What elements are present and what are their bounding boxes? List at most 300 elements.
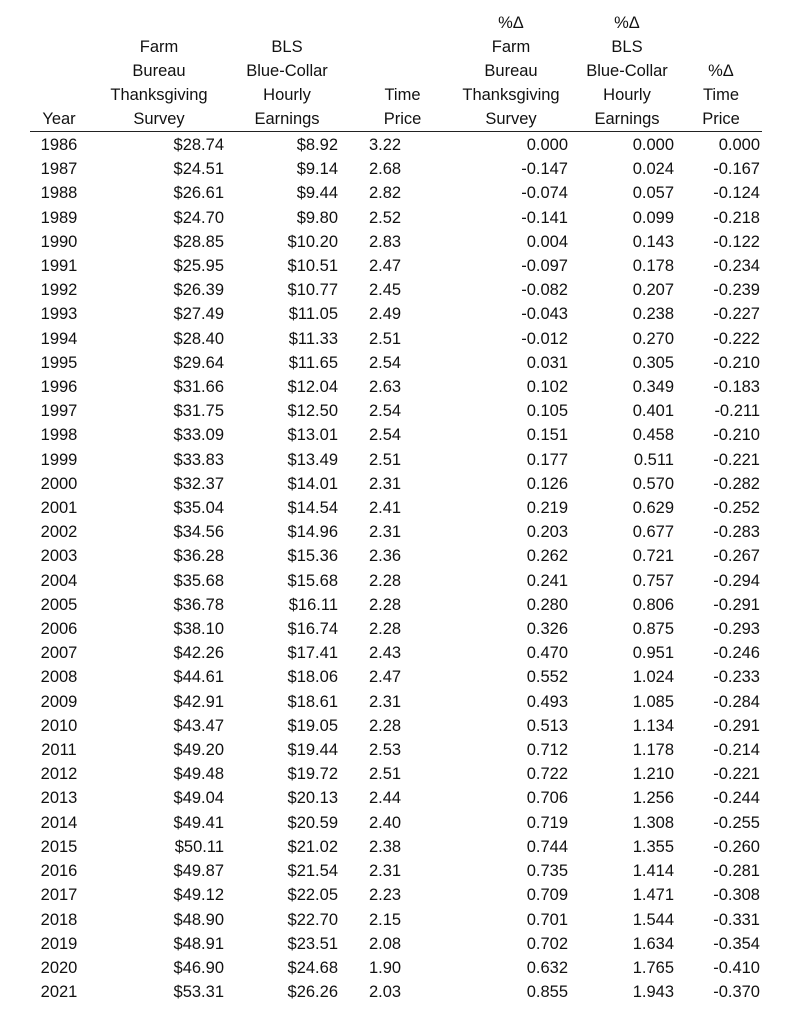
table-row [30,181,461,205]
table-row [30,593,461,617]
time-price-cell: 2.31 [369,523,402,542]
pct-time-cell: -0.293 [713,620,760,639]
pct-time-cell: -0.331 [713,910,760,929]
pct-bls-cell: 1.355 [632,837,674,856]
table-row [448,690,762,714]
pct-time-cell: -0.281 [713,862,760,881]
table-row [30,641,461,665]
time-price-cell: 2.63 [369,378,402,397]
pct-time-cell: -0.227 [713,305,760,324]
farm-price-cell: $26.61 [173,184,224,203]
table-row [448,544,762,568]
time-price-cell: 2.28 [369,571,402,590]
time-price-cell: 2.51 [369,450,402,469]
table-row [448,835,762,859]
time-price-cell: 2.41 [369,499,402,518]
pct-bls-cell: 0.178 [632,257,674,276]
pct-bls-cell: 1.024 [632,668,674,687]
year-cell: 1993 [40,305,78,324]
pct-bls-cell: 0.270 [632,329,674,348]
header-cell [680,11,762,35]
bls-earnings-cell: $14.54 [287,499,338,518]
farm-price-cell: $49.48 [173,765,224,784]
table-row [448,520,762,544]
time-price-cell: 2.51 [369,329,402,348]
pct-farm-cell: 0.706 [526,789,568,808]
table-row [30,980,461,1004]
year-cell: 1989 [40,208,78,227]
farm-price-cell: $44.61 [173,668,224,687]
pct-bls-cell: 0.305 [632,353,674,372]
time-price-cell: 2.31 [369,862,402,881]
header-time-line-2: Price [344,107,461,132]
bls-earnings-cell: $19.72 [287,765,338,784]
pct-farm-cell: 0.000 [526,136,568,154]
pct-bls-cell: 0.570 [632,474,674,493]
pct-bls-cell: 0.057 [632,184,674,203]
farm-price-cell: $36.28 [173,547,224,566]
header-pct-farm-line-2: Farm [491,38,531,56]
time-price-cell: 2.54 [369,426,402,445]
time-price-cell: 2.53 [369,741,402,760]
header-cell [344,59,461,83]
time-price-cell: 2.52 [369,208,402,227]
table-row [30,448,461,472]
table-row [30,738,461,762]
pct-time-cell: -0.308 [713,886,760,905]
pct-farm-cell: 0.126 [526,474,568,493]
time-price-cell: 2.47 [369,668,402,687]
bls-earnings-cell: $22.70 [287,910,338,929]
year-cell: 2005 [40,595,78,614]
header-pct-farm-line-4: Thanksgiving [462,86,560,104]
pct-farm-cell: 0.004 [526,232,568,251]
table-row [448,423,762,447]
bls-earnings-cell: $10.77 [287,281,338,300]
pct-bls-cell: 0.143 [632,232,674,251]
table-row [448,230,762,254]
pct-farm-cell: -0.012 [521,329,568,348]
table-row [448,569,762,593]
header-pct-time-line-3: Price [680,107,762,132]
table-row [448,351,762,375]
year-cell: 2000 [40,474,78,493]
bls-earnings-cell: $11.33 [288,329,338,348]
pct-bls-cell: 0.099 [632,208,674,227]
bls-earnings-cell: $24.68 [287,958,338,977]
year-cell: 2001 [40,499,78,518]
year-cell: 2015 [40,837,78,856]
farm-price-cell: $48.90 [173,910,224,929]
pct-bls-cell: 0.024 [632,160,674,179]
header-pct-farm-line-1: %Δ [498,14,524,32]
table-row [448,956,762,980]
year-cell: 1991 [40,257,78,276]
table-row [30,956,461,980]
pct-farm-cell: -0.043 [521,305,568,324]
table-row [30,230,461,254]
year-cell: 1996 [40,378,78,397]
table-row [30,206,461,230]
year-cell: 1998 [40,426,78,445]
table-row [448,157,762,181]
header-farm-line-3: Thanksgiving [110,86,208,104]
bls-earnings-cell: $21.02 [287,837,338,856]
table-row [30,157,461,181]
pct-bls-cell: 0.629 [632,499,674,518]
pct-time-cell: -0.282 [713,474,760,493]
table-row [448,181,762,205]
farm-price-cell: $31.66 [173,378,224,397]
pct-farm-cell: 0.735 [526,862,568,881]
pct-farm-cell: 0.219 [526,499,568,518]
pct-time-cell: -0.246 [713,644,760,663]
bls-earnings-cell: $16.74 [287,620,338,639]
bls-earnings-cell: $14.01 [287,474,338,493]
pct-bls-cell: 0.511 [633,450,674,469]
farm-price-cell: $42.26 [173,644,224,663]
pct-time-cell: -0.124 [713,184,760,203]
table-row [30,496,461,520]
farm-price-cell: $53.31 [173,983,224,1002]
pct-farm-cell: 0.709 [526,886,568,905]
year-cell: 2008 [40,668,78,687]
header-pct-bls-line-5: Earnings [574,107,680,132]
pct-time-cell: -0.370 [713,983,760,1002]
time-price-cell: 2.31 [369,474,402,493]
table-row [448,617,762,641]
table-row [30,351,461,375]
pct-bls-cell: 0.000 [632,136,674,154]
farm-price-cell: $25.95 [173,257,224,276]
farm-price-cell: $34.56 [173,523,224,542]
year-cell: 2010 [40,716,78,735]
price-table-body [30,132,461,1005]
pct-bls-cell: 1.134 [632,716,674,735]
bls-earnings-cell: $16.11 [288,595,338,614]
farm-price-cell: $31.75 [173,402,224,421]
pct-farm-cell: 0.470 [526,644,568,663]
farm-price-cell: $49.87 [173,862,224,881]
time-price-cell: 2.23 [369,886,402,905]
pct-time-cell: -0.294 [713,571,760,590]
pct-time-cell: -0.122 [713,232,760,251]
time-price-cell: 2.45 [369,281,402,300]
bls-earnings-cell: $21.54 [287,862,338,881]
year-cell: 2012 [40,765,78,784]
year-cell: 1994 [40,329,78,348]
year-cell: 2004 [40,571,78,590]
bls-earnings-cell: $20.59 [287,813,338,832]
table-row [448,593,762,617]
pct-farm-cell: 0.719 [526,813,568,832]
year-cell: 2018 [40,910,78,929]
pct-farm-cell: 0.102 [526,378,568,397]
table-row [448,472,762,496]
header-cell [680,35,762,59]
time-price-cell: 2.54 [369,353,402,372]
time-price-cell: 1.90 [369,958,402,977]
year-cell: 2016 [40,862,78,881]
header-bls-line-3: Hourly [263,86,311,104]
table-row [30,132,461,158]
farm-price-cell: $33.09 [173,426,224,445]
year-cell: 2021 [40,983,78,1002]
table-row [448,496,762,520]
farm-price-cell: $48.91 [173,934,224,953]
table-row [30,472,461,496]
table-row [448,908,762,932]
year-cell: 2002 [40,523,78,542]
year-cell: 1997 [40,402,78,421]
bls-earnings-cell: $19.44 [287,741,338,760]
table-row [448,641,762,665]
pct-bls-cell: 0.875 [632,620,674,639]
pct-bls-cell: 1.765 [632,958,674,977]
pct-time-cell: -0.291 [713,716,760,735]
table-row [448,302,762,326]
bls-earnings-cell: $9.14 [296,160,338,179]
table-row [30,932,461,956]
pct-bls-cell: 0.207 [632,281,674,300]
pct-time-cell: -0.221 [713,765,760,784]
farm-price-cell: $49.41 [173,813,224,832]
table-row [30,569,461,593]
bls-earnings-cell: $22.05 [287,886,338,905]
table-row [448,762,762,786]
pct-time-cell: -0.239 [713,281,760,300]
farm-price-cell: $36.78 [173,595,224,614]
pct-farm-cell: 0.722 [526,765,568,784]
farm-price-cell: $38.10 [173,620,224,639]
header-year: Year [30,107,88,132]
pct-time-cell: -0.267 [713,547,760,566]
table-row [30,908,461,932]
header-pct-bls-line-3: Blue-Collar [586,62,668,80]
pct-bls-cell: 0.238 [632,305,674,324]
pct-bls-cell: 1.471 [632,886,674,905]
time-price-cell: 2.51 [369,765,402,784]
pct-time-cell: -0.210 [713,426,760,445]
time-price-cell: 2.82 [369,184,402,203]
farm-price-cell: $28.85 [173,232,224,251]
farm-price-cell: $28.40 [173,329,224,348]
farm-price-cell: $24.51 [173,160,224,179]
bls-earnings-cell: $20.13 [287,789,338,808]
pct-farm-cell: 0.326 [526,620,568,639]
table-row [30,520,461,544]
table-row [448,665,762,689]
pct-farm-cell: 0.712 [526,741,568,760]
pct-farm-cell: 0.701 [526,910,568,929]
header-pct-bls-line-1: %Δ [614,14,640,32]
table-row [448,932,762,956]
table-row [30,665,461,689]
pct-time-cell: -0.218 [713,208,760,227]
header-bls-line-1: BLS [271,38,303,56]
bls-earnings-cell: $18.06 [287,668,338,687]
year-cell: 1999 [40,450,78,469]
time-price-cell: 2.54 [369,402,402,421]
table-row [30,617,461,641]
table-row [448,883,762,907]
header-cell [30,35,88,59]
pct-bls-cell: 1.210 [632,765,674,784]
bls-earnings-cell: $10.20 [287,232,338,251]
time-price-cell: 2.43 [369,644,402,663]
pct-farm-cell: 0.855 [526,983,568,1002]
farm-price-cell: $50.11 [174,837,224,856]
farm-price-cell: $43.47 [173,716,224,735]
pct-time-cell: -0.234 [713,257,760,276]
table-row [30,786,461,810]
pct-bls-cell: 0.458 [632,426,674,445]
pct-bls-cell: 1.308 [632,813,674,832]
header-bls-line-2: Blue-Collar [246,62,328,80]
year-cell: 2017 [40,886,78,905]
header-pct-bls-line-2: BLS [611,38,643,56]
year-cell: 1988 [40,184,78,203]
header-pct-bls-line-4: Hourly [603,86,651,104]
header-cell [344,35,461,59]
table-row [448,859,762,883]
pct-farm-cell: 0.702 [526,934,568,953]
year-cell: 1992 [40,281,78,300]
year-cell: 1987 [40,160,78,179]
farm-price-cell: $46.90 [173,958,224,977]
header-bls-line-4: Earnings [230,107,344,132]
pct-farm-cell: 0.262 [526,547,568,566]
pct-bls-cell: 0.721 [632,547,674,566]
table-row [30,811,461,835]
header-farm-line-1: Farm [139,38,179,56]
pct-time-cell: -0.222 [713,329,760,348]
time-price-cell: 2.36 [369,547,402,566]
pct-bls-cell: 1.414 [632,862,674,881]
header-pct-time-line-1: %Δ [708,62,734,80]
pct-bls-cell: 0.349 [632,378,674,397]
pct-bls-cell: 0.677 [632,523,674,542]
header-pct-farm-line-3: Bureau [484,62,538,80]
pct-time-cell: -0.260 [713,837,760,856]
pct-farm-cell: -0.097 [521,257,568,276]
pct-farm-cell: 0.632 [526,958,568,977]
year-cell: 2014 [40,813,78,832]
year-cell: 2011 [41,741,77,760]
pct-time-cell: -0.284 [713,692,760,711]
pct-farm-cell: -0.082 [521,281,568,300]
bls-earnings-cell: $26.26 [287,983,338,1002]
percent-table-body [448,132,762,1005]
header-farm-line-4: Survey [88,107,230,132]
time-price-cell: 2.08 [369,934,402,953]
pct-farm-cell: -0.147 [521,160,568,179]
table-row [448,278,762,302]
pct-farm-cell: 0.105 [526,402,568,421]
bls-earnings-cell: $9.80 [296,208,338,227]
pct-time-cell: -0.291 [713,595,760,614]
pct-bls-cell: 0.806 [632,595,674,614]
pct-farm-cell: -0.074 [521,184,568,203]
pct-bls-cell: 0.757 [632,571,674,590]
farm-price-cell: $26.39 [173,281,224,300]
pct-time-cell: -0.221 [713,450,760,469]
year-cell: 2006 [40,620,78,639]
table-row [448,786,762,810]
table-row [30,302,461,326]
year-cell: 1986 [40,136,78,154]
pct-time-cell: -0.244 [713,789,760,808]
pct-farm-cell: 0.241 [526,571,568,590]
year-cell: 2003 [40,547,78,566]
table-row [448,399,762,423]
farm-price-cell: $24.70 [173,208,224,227]
pct-time-cell: -0.214 [713,741,760,760]
table-row [448,375,762,399]
pct-farm-cell: -0.141 [521,208,568,227]
pct-bls-cell: 1.544 [632,910,674,929]
table-row [30,254,461,278]
bls-earnings-cell: $13.49 [287,450,338,469]
pct-farm-cell: 0.177 [526,450,568,469]
bls-earnings-cell: $19.05 [287,716,338,735]
bls-earnings-cell: $23.51 [287,934,338,953]
time-price-cell: 2.28 [369,595,402,614]
year-cell: 1995 [40,353,78,372]
farm-price-cell: $49.12 [173,886,224,905]
table-row [448,738,762,762]
table-row [30,859,461,883]
table-row [448,811,762,835]
bls-earnings-cell: $10.51 [287,257,338,276]
table-row [30,278,461,302]
table-row [30,690,461,714]
pct-bls-cell: 1.256 [632,789,674,808]
pct-farm-cell: 0.151 [526,426,568,445]
time-price-cell: 2.40 [369,813,402,832]
pct-bls-cell: 1.634 [632,934,674,953]
farm-price-cell: $33.83 [173,450,224,469]
year-cell: 2020 [40,958,78,977]
pct-bls-cell: 0.951 [632,644,674,663]
pct-time-cell: -0.233 [713,668,760,687]
pct-time-cell: -0.410 [713,958,760,977]
pct-time-cell: -0.211 [714,402,760,421]
bls-earnings-cell: $14.96 [287,523,338,542]
year-cell: 2007 [40,644,78,663]
header-pct-time-line-2: Time [702,86,740,104]
bls-earnings-cell: $11.05 [288,305,338,324]
farm-price-cell: $49.20 [173,741,224,760]
farm-price-cell: $29.64 [173,353,224,372]
farm-price-cell: $27.49 [173,305,224,324]
bls-earnings-cell: $9.44 [296,184,338,203]
time-price-cell: 2.28 [369,620,402,639]
pct-bls-cell: 1.943 [632,983,674,1002]
farm-price-cell: $49.04 [173,789,224,808]
pct-farm-cell: 0.493 [526,692,568,711]
time-price-cell: 2.68 [369,160,402,179]
pct-time-cell: -0.354 [713,934,760,953]
farm-price-cell: $35.68 [173,571,224,590]
pct-time-cell: -0.183 [713,378,760,397]
table-row [448,132,762,158]
table-row [30,714,461,738]
bls-earnings-cell: $12.50 [287,402,338,421]
pct-farm-cell: 0.513 [526,716,568,735]
header-farm-line-2: Bureau [132,62,186,80]
table-row [448,714,762,738]
